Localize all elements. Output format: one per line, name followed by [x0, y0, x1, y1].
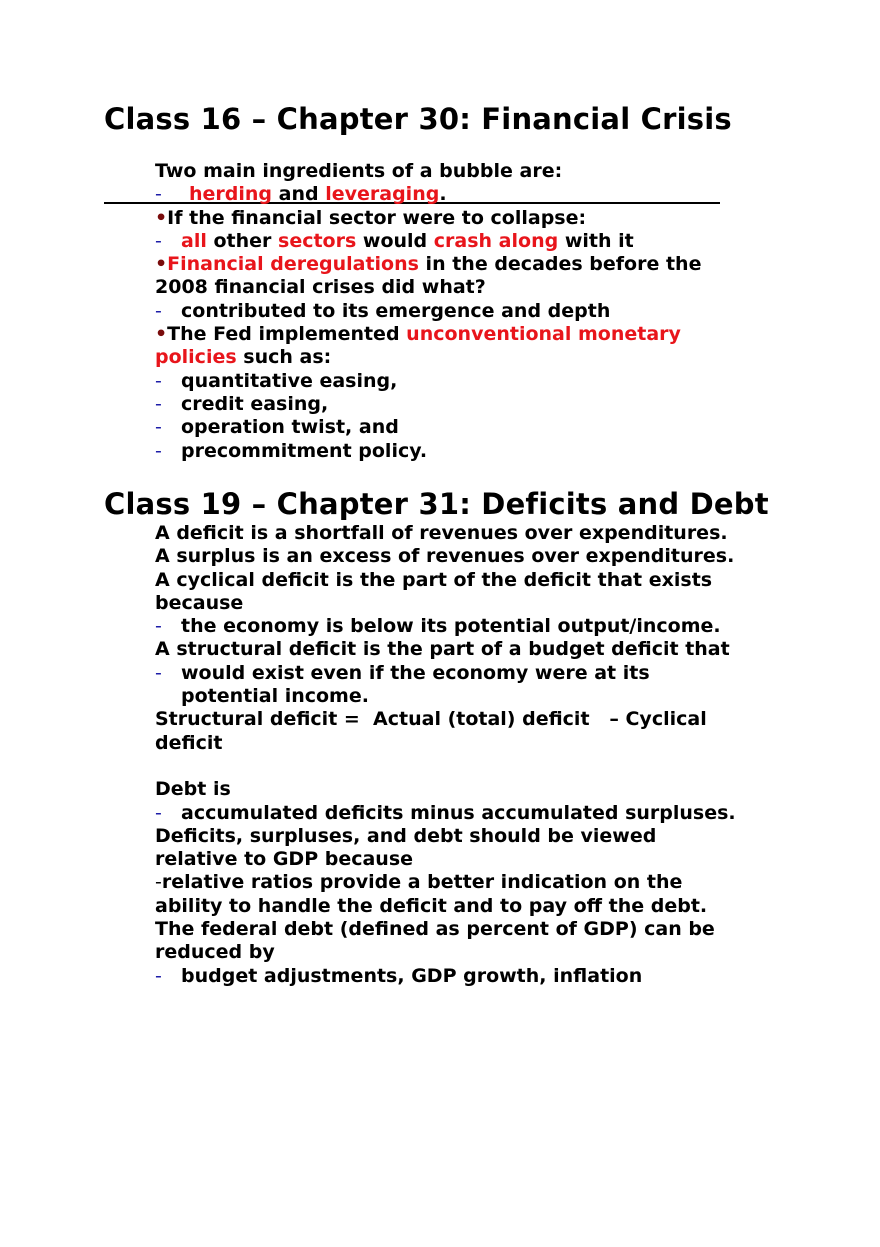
dash-marker: -	[155, 299, 162, 322]
text-line: reduced by	[155, 941, 275, 964]
bullet-marker: •	[155, 253, 168, 276]
list-item: - the economy is below its potential output/income.	[155, 615, 721, 638]
dash-marker: -	[155, 392, 162, 415]
section2-body	[155, 522, 855, 988]
text-line: A deficit is a shortfall of revenues over expenditures.	[155, 522, 728, 544]
dash-marker: -	[155, 439, 162, 462]
dash-marker: -	[155, 964, 162, 987]
text-line: deficit	[155, 731, 223, 754]
answer-line: - all other sectors would crash along with it	[155, 229, 634, 252]
text-line: A cyclical deficit is the part of the deficit that exists	[155, 568, 713, 591]
section-heading-class16: Class 16 – Chapter 30: Financial Crisis	[104, 102, 732, 136]
list-item: - operation twist, and	[155, 416, 399, 439]
list-item-continuation: potential income.	[181, 685, 369, 708]
text-line: relative to GDP because	[155, 848, 414, 871]
text-line: Deficits, surpluses, and debt should be viewed	[155, 824, 657, 847]
list-item: - precommitment policy.	[155, 439, 428, 462]
text-line: A structural deficit is the part of a budget deficit that	[155, 638, 730, 661]
blank-line	[155, 755, 855, 778]
answer-line: - contributed to its emergence and depth	[155, 299, 611, 322]
question-line: 2008 financial crises did what?	[155, 276, 486, 299]
section1-body	[155, 160, 795, 463]
bullet-marker: •	[155, 206, 168, 229]
dash-marker: -	[155, 229, 162, 252]
text-line: Structural deficit = Actual (total) deficit – Cyclical	[155, 708, 707, 731]
text-line: -relative ratios provide a better indication on the	[155, 871, 683, 894]
question-line: policies such as:	[155, 346, 332, 369]
list-item: - quantitative easing,	[155, 369, 398, 392]
dash-marker: -	[155, 369, 162, 392]
list-item: - accumulated deficits minus accumulated surpluses.	[155, 801, 736, 824]
dash-marker: -	[155, 871, 162, 894]
bullet-marker: •	[155, 323, 168, 346]
list-item: - budget adjustments, GDP growth, inflation	[155, 964, 643, 987]
dash-marker: -	[155, 183, 162, 206]
question-line: Two main ingredients of a bubble are:	[155, 160, 563, 182]
list-item: - would exist even if the economy were at its	[155, 661, 650, 684]
question-line: •The Fed implemented unconventional monetary	[155, 323, 681, 346]
text-line: Debt is	[155, 778, 231, 801]
text-line: ability to handle the deficit and to pay off the debt.	[155, 894, 708, 917]
dash-marker: -	[155, 615, 162, 638]
text-line: The federal debt (defined as percent of GDP) can be	[155, 918, 715, 941]
dash-marker: -	[155, 661, 162, 684]
question-line: •Financial deregulations in the decades before the	[155, 253, 702, 276]
dash-marker: -	[155, 416, 162, 439]
text-line: A surplus is an excess of revenues over expenditures.	[155, 545, 735, 568]
section-heading-class19: Class 19 – Chapter 31: Deficits and Debt	[104, 487, 769, 521]
question-line: •If the financial sector were to collapse:	[155, 206, 587, 229]
list-item: - credit easing,	[155, 392, 329, 415]
text-line: because	[155, 591, 244, 614]
answer-line: - herding and leveraging.	[155, 183, 447, 206]
dash-marker: -	[155, 801, 162, 824]
